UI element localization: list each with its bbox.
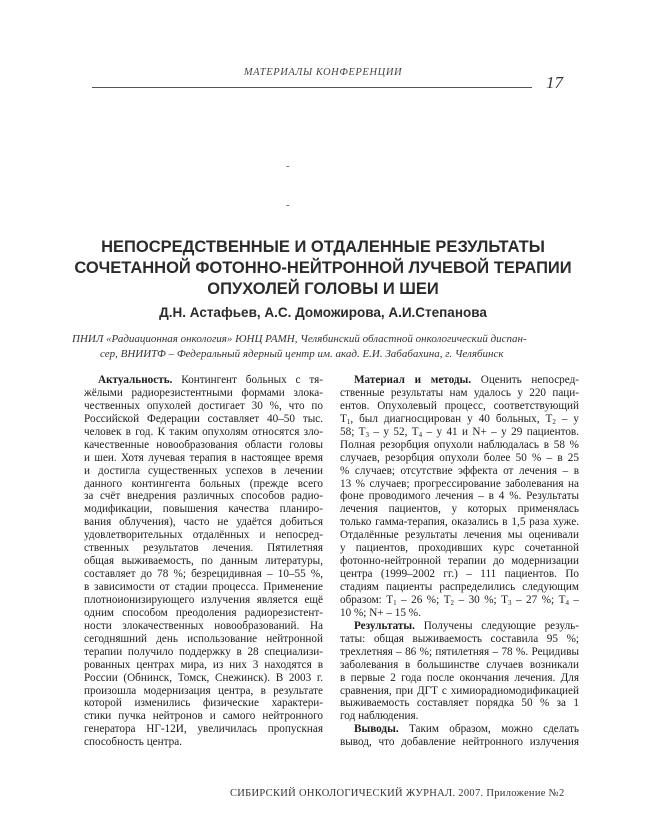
paragraph-line: ственные результаты нам удалось у 220 паци- bbox=[340, 386, 579, 399]
paragraph-line: Отдалённые результаты лечения мы оценивали bbox=[340, 529, 579, 542]
article-affiliation bbox=[72, 332, 582, 361]
paragraph-line: заболевания в большинстве случаев возникали bbox=[340, 658, 579, 671]
paragraph-line: Результаты. Получены следующие резуль- bbox=[354, 619, 579, 632]
paragraph-line: и шеи. Хотя лучевая терапия в настоящее время bbox=[84, 451, 323, 464]
paragraph-line: которой изменились физические характери- bbox=[84, 697, 323, 710]
title-line: НЕПОСРЕДСТВЕННЫЕ И ОТДАЛЕННЫЕ РЕЗУЛЬТАТЫ bbox=[101, 238, 545, 256]
section-heading-relevance: Актуальность. bbox=[98, 374, 173, 386]
paragraph-line: 58; $Т_3$ – у 52, $Т_4$ – у 41 и N+ – у 29 пациентов. bbox=[340, 425, 579, 439]
section-heading-methods: Материал и методы. bbox=[354, 374, 472, 386]
article-title bbox=[40, 237, 606, 300]
paragraph-line: в зависимости от стадии процесса. Применение bbox=[84, 581, 323, 593]
paragraph-line: модификации, повышения качества планиро- bbox=[84, 503, 323, 516]
paragraph-line: рованных центрах мира, из них 3 находятся в bbox=[84, 658, 323, 671]
paragraph-line: и достигла существенных успехов в лечении bbox=[84, 464, 323, 477]
paragraph-line: одним способом преодоления радиорезистент- bbox=[84, 606, 323, 619]
paragraph-line: случаев, резорбция опухоли более 50 % – в 25 bbox=[340, 451, 579, 464]
paragraph-line: за счёт внедрения различных способов радио- bbox=[84, 490, 323, 503]
paragraph-line: образом: $Т_1 - 26$ %; $Т_2 - 30$ %; $Т_3 - 27$ %; $Т_4$ – bbox=[340, 593, 579, 607]
paragraph-line: стадиям пациенты распределились следующим bbox=[340, 581, 579, 593]
paragraph-line: стики пучка нейтронов и самого нейтронного bbox=[84, 710, 323, 723]
paragraph-line: человек в год. К таким опухолям относятся зло- bbox=[84, 425, 323, 438]
paragraph-line: в первые 2 года после окончания лечения. Для bbox=[340, 671, 579, 684]
paragraph-line: выживаемость составляет порядка 50 % за 1 bbox=[340, 697, 579, 710]
paragraph-line: чественных опухолей достигает 30 %, что по bbox=[84, 399, 323, 412]
paragraph-line: ности злокачественных новообразований. На bbox=[84, 619, 323, 632]
paragraph-line: данного контингента больных (прежде всего bbox=[84, 477, 323, 490]
paragraph-line: Полная резорбция опухоли наблюдалась в 58 % bbox=[340, 438, 579, 451]
paragraph-line: вания облучения), часто не удаётся добиться bbox=[84, 516, 323, 529]
paragraph-line: качественные новообразования области головы bbox=[84, 438, 323, 451]
paragraph-line: лечения пациентов, у которых применялась bbox=[340, 503, 579, 516]
paragraph-line: 13 % случаев; прогрессирование заболевания на bbox=[340, 477, 579, 490]
paragraph-line: Материал и методы. Оценить непосред- bbox=[354, 374, 579, 386]
paragraph-line: таты: общая выживаемость составила 95 %; bbox=[340, 632, 579, 645]
paragraph-line: произошла модернизация центра, в результате bbox=[84, 684, 323, 697]
paragraph-line: сегодняшний день использование нейтронной bbox=[84, 632, 323, 645]
paragraph-line: России (Обнинск, Томск, Снежинск). В 2003 г. bbox=[84, 671, 323, 684]
paragraph-line: у пациентов, проходивших курс сочетанной bbox=[340, 542, 579, 555]
paragraph-line: % случаев; отсутствие эффекта от лечения – в bbox=[340, 464, 579, 477]
dash-mark: - bbox=[286, 160, 290, 172]
journal-section-label: МАТЕРИАЛЫ КОНФЕРЕНЦИИ bbox=[243, 67, 403, 78]
page-number: 17 bbox=[546, 73, 563, 92]
affiliation-line: ПНИЛ «Радиационная онкология» ЮНЦ РАМН, Челябинский областной онкологический диспан- bbox=[72, 333, 527, 345]
header-rule bbox=[92, 87, 532, 88]
right-column bbox=[340, 374, 579, 749]
paragraph-line: Актуальность. Контингент больных с тя- bbox=[98, 374, 323, 386]
journal-footer: СИБИРСКИЙ ОНКОЛОГИЧЕСКИЙ ЖУРНАЛ. 2007. Приложение №2 bbox=[230, 788, 565, 799]
paragraph-line: составляет до 78 %; безрецидивная – 10–55 %, bbox=[84, 568, 323, 581]
left-column bbox=[84, 374, 323, 749]
paragraph-line: сравнения, при ДГТ с химиорадиомодификацией bbox=[340, 684, 579, 697]
title-line: СОЧЕТАННОЙ ФОТОННО-НЕЙТРОННОЙ ЛУЧЕВОЙ ТЕРАПИИ bbox=[74, 259, 572, 277]
paragraph-line: удовлетворительных отдалённых и непосред- bbox=[84, 529, 323, 542]
paragraph-line: вывод, что добавление нейтронного излучения bbox=[340, 736, 579, 749]
dash-mark: - bbox=[286, 199, 290, 211]
paragraph-line: Выводы. Таким образом, можно сделать bbox=[354, 723, 579, 736]
paragraph-line: 10 %; N+ – 15 %. bbox=[340, 606, 421, 619]
title-line: ОПУХОЛЕЙ ГОЛОВЫ И ШЕИ bbox=[207, 280, 439, 298]
paragraph-line: центра (1999–2002 гг.) – 111 пациентов. По bbox=[340, 568, 579, 581]
paragraph-line: общая выживаемость, по данным литературы, bbox=[84, 555, 323, 568]
section-heading-conclusions: Выводы. bbox=[354, 723, 399, 736]
affiliation-line: сер, ВНИИТФ – Федеральный ядерный центр им. акад. Е.И. Забабахина, г. Челябинск bbox=[100, 347, 504, 360]
paragraph-line: $Т_1$, был диагносцирован у 40 больных, $Т_2$ – у bbox=[340, 412, 579, 426]
paragraph-line: ентов. Опухолевый процесс, соответствующий bbox=[340, 399, 579, 412]
paragraph-line: год наблюдения. bbox=[340, 710, 419, 723]
paragraph-line: терапии получило поддержку в 28 специализи- bbox=[84, 645, 323, 658]
article-authors: Д.Н. Астафьев, А.С. Доможирова, А.И.Степанова bbox=[159, 305, 487, 320]
paragraph-line: жёлыми радиорезистентными формами злока- bbox=[84, 386, 323, 399]
paragraph-line: Российской Федерации составляет 40–50 тыс. bbox=[84, 412, 323, 425]
paragraph-line: ственных результатов лечения. Пятилетняя bbox=[84, 542, 323, 555]
paragraph-line: фоне проводимого лечения – в 4 %. Результаты bbox=[340, 490, 579, 503]
paragraph-line: трехлетняя – 86 %; пятилетняя – 78 %. Рецидивы bbox=[340, 645, 579, 658]
paragraph-line: плотноионизирующего излучения является ещё bbox=[84, 593, 323, 606]
paragraph-line: генератора НГ-12И, увеличилась пропускная bbox=[84, 723, 323, 736]
paragraph-line: только гамма-терапия, оказались в 1,5 раза хуже. bbox=[340, 516, 579, 529]
paragraph-line: способность центра. bbox=[84, 736, 183, 749]
paragraph-line: фотонно-нейтронной терапии до модернизации bbox=[340, 555, 579, 568]
section-heading-results: Результаты. bbox=[354, 619, 415, 632]
